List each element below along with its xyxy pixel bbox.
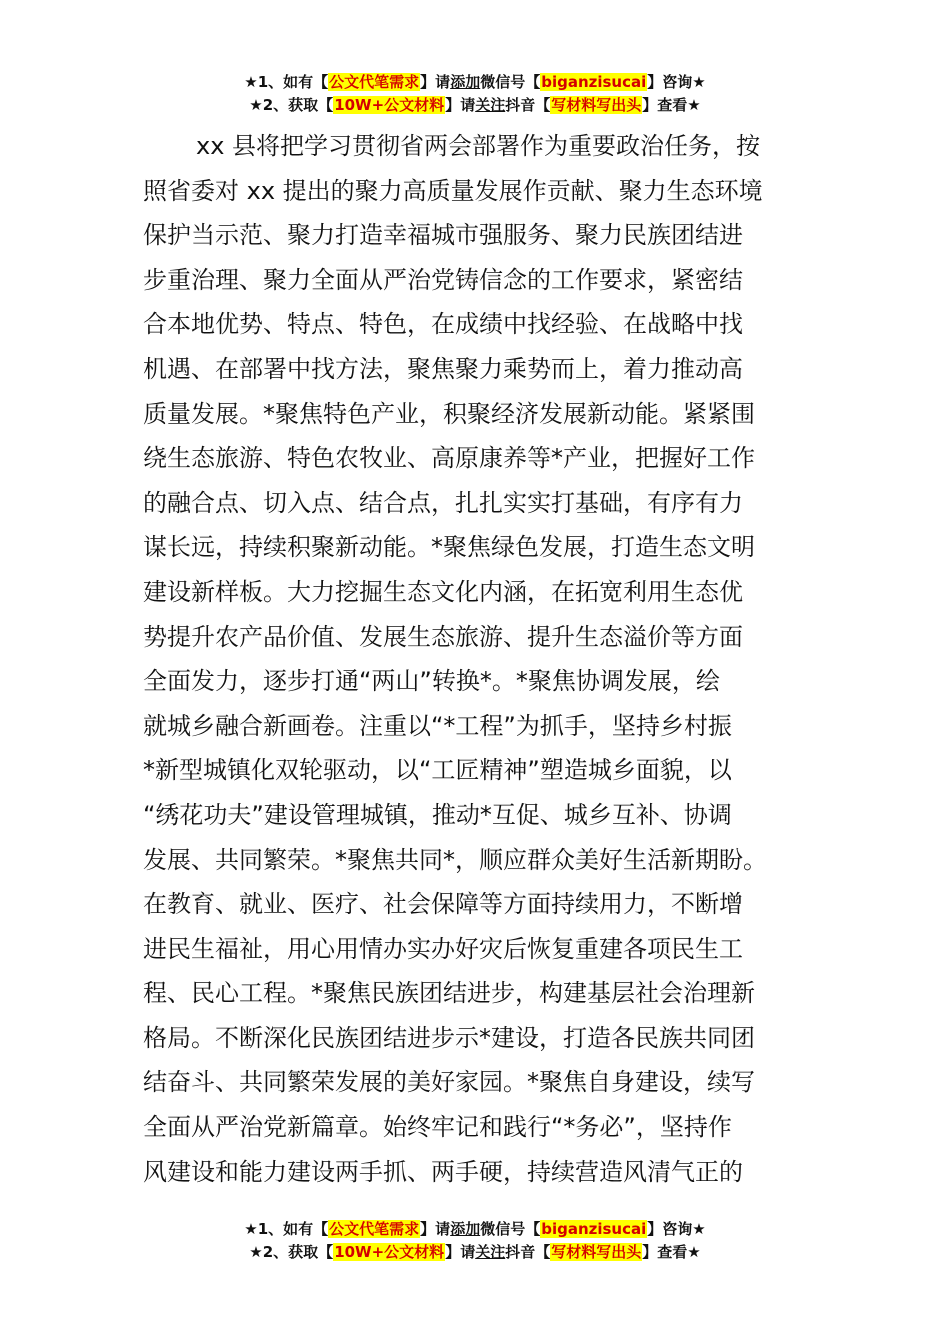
banner-text: 抖音【 <box>505 96 551 114</box>
banner-text: ★2、获取【 <box>249 96 334 114</box>
banner-line-2 <box>0 94 950 117</box>
banner-text: ★1、如有【 <box>244 1220 329 1238</box>
banner-emphasis: 关注 <box>475 1243 506 1261</box>
highlight-douyin-account: 写材料写出头 <box>551 1243 642 1261</box>
banner-text: ★2、获取【 <box>249 1243 334 1261</box>
body-line: 全面从严治党新篇章。始终牢记和践行“*务必”，坚持作 <box>143 1113 732 1142</box>
banner-text: 】请 <box>420 73 451 91</box>
body-line: 风建设和能力建设两手抓、两手硬，持续营造风清气正的 <box>143 1157 743 1186</box>
banner-text: 】咨询★ <box>647 73 706 91</box>
banner-text: 】请 <box>445 96 476 114</box>
footer-banner <box>0 1218 950 1264</box>
banner-emphasis: 关注 <box>475 96 506 114</box>
highlight-materials: 10W+公文材料 <box>334 1243 445 1261</box>
highlight-materials: 10W+公文材料 <box>334 96 445 114</box>
body-line: 全面发力，逐步打通“两山”转换*。*聚焦协调发展，绘 <box>143 667 720 696</box>
body-line: 建设新样板。大力挖掘生态文化内涵，在拓宽利用生态优 <box>143 577 743 606</box>
body-line: 进民生福祉，用心用情办实办好灾后恢复重建各项民生工 <box>143 934 743 963</box>
banner-text: ★1、如有【 <box>244 73 329 91</box>
body-line: 结奋斗、共同繁荣发展的美好家园。*聚焦自身建设，续写 <box>143 1068 755 1097</box>
highlight-douyin-account: 写材料写出头 <box>551 96 642 114</box>
banner-text: 微信号【 <box>480 73 541 91</box>
document-body <box>143 124 813 1194</box>
body-line: 发展、共同繁荣。*聚焦共同*，顺应群众美好生活新期盼。 <box>143 845 767 874</box>
body-line: 势提升农产品价值、发展生态旅游、提升生态溢价等方面 <box>143 622 743 651</box>
highlight-ghostwriting: 公文代笔需求 <box>329 73 420 91</box>
body-line: 合本地优势、特点、特色，在成绩中找经验、在战略中找 <box>143 310 743 339</box>
banner-text: 抖音【 <box>505 1243 551 1261</box>
body-line: “绣花功夫”建设管理城镇，推动*互促、城乡互补、协调 <box>143 800 732 829</box>
body-line: 绕生态旅游、特色农牧业、高原康养等*产业，把握好工作 <box>143 444 755 473</box>
banner-text: 】查看★ <box>642 1243 701 1261</box>
body-line: 步重治理、聚力全面从严治党铸信念的工作要求，紧密结 <box>143 265 743 294</box>
body-line: *新型城镇化双轮驱动，以“工匠精神”塑造城乡面貌，以 <box>143 756 732 785</box>
highlight-ghostwriting: 公文代笔需求 <box>329 1220 420 1238</box>
highlight-wechat-id: biganzisucai <box>541 1220 647 1238</box>
banner-emphasis: 添加 <box>450 1220 481 1238</box>
body-line: 的融合点、切入点、结合点，扎扎实实打基础，有序有力 <box>143 488 743 517</box>
body-line: xx 县将把学习贯彻省两会部署作为重要政治任务，按 <box>196 132 761 160</box>
banner-line-2 <box>0 1241 950 1264</box>
body-line: 谋长远，持续积聚新动能。*聚焦绿色发展，打造生态文明 <box>143 533 755 562</box>
banner-text: 】查看★ <box>642 96 701 114</box>
body-line: 程、民心工程。*聚焦民族团结进步，构建基层社会治理新 <box>143 979 755 1008</box>
banner-emphasis: 添加 <box>450 73 481 91</box>
banner-text: 】请 <box>445 1243 476 1261</box>
body-line: 格局。不断深化民族团结进步示*建设，打造各民族共同团 <box>143 1023 755 1052</box>
body-line: 在教育、就业、医疗、社会保障等方面持续用力，不断增 <box>143 890 743 919</box>
highlight-wechat-id: biganzisucai <box>541 73 647 91</box>
banner-text: 】咨询★ <box>647 1220 706 1238</box>
body-line: 质量发展。*聚焦特色产业，积聚经济发展新动能。紧紧围 <box>143 399 755 428</box>
body-line: 机遇、在部署中找方法，聚焦聚力乘势而上，着力推动高 <box>143 354 743 383</box>
banner-line-1 <box>0 71 950 94</box>
banner-line-1 <box>0 1218 950 1241</box>
body-line: 就城乡融合新画卷。注重以“*工程”为抓手，坚持乡村振 <box>143 711 732 740</box>
banner-text: 】请 <box>420 1220 451 1238</box>
body-line: 照省委对 xx 提出的聚力高质量发展作贡献、聚力生态环境 <box>143 176 763 205</box>
body-line: 保护当示范、聚力打造幸福城市强服务、聚力民族团结进 <box>143 221 743 250</box>
banner-text: 微信号【 <box>480 1220 541 1238</box>
header-banner <box>0 71 950 117</box>
